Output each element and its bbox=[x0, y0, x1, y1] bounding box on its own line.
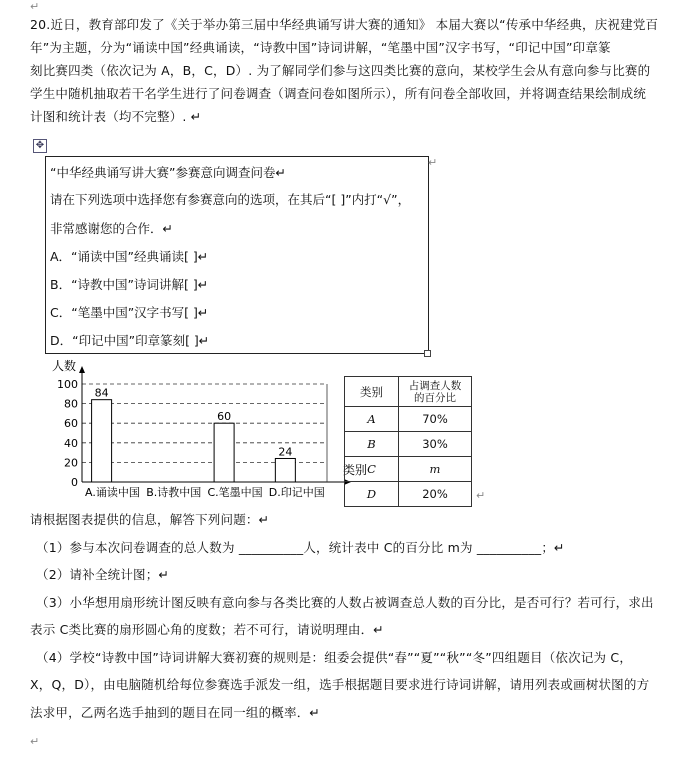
question-3-cont: 表示 C类比赛的扇形圆心角的度数；若不可行，请说明理由．↵ bbox=[30, 622, 384, 637]
table-row bbox=[345, 482, 472, 507]
bar bbox=[214, 423, 234, 482]
table-cell-category: C bbox=[345, 457, 399, 482]
y-tick-label: 80 bbox=[64, 397, 78, 411]
data-label: 84 bbox=[94, 386, 109, 400]
table-cell-category: B bbox=[345, 432, 399, 457]
y-tick-label: 20 bbox=[64, 456, 78, 470]
table-header-line: 占调查人数 bbox=[408, 379, 462, 392]
question-1: （1）参与本次问卷调查的总人数为 __________人，统计表中 C的百分比 m为 __________；↵ bbox=[36, 539, 565, 555]
problem-line: 计图和统计表（均不完整）. ↵ bbox=[30, 109, 202, 124]
bar-chart bbox=[42, 358, 368, 499]
question-4-cont: 法求甲，乙两名选手抽到的题目在同一组的概率．↵ bbox=[30, 704, 321, 720]
paragraph-mark: ↵ bbox=[30, 0, 40, 13]
x-tick-label: B.诗教中国 bbox=[146, 486, 202, 499]
table-row bbox=[345, 407, 472, 432]
table-cell-percent: 70% bbox=[399, 407, 472, 432]
survey-thanks: 非常感谢您的合作．↵ bbox=[50, 221, 173, 236]
survey-box bbox=[45, 156, 429, 354]
paragraph-mark: ↵ bbox=[428, 156, 438, 169]
survey-option-d: D．“印记中国”印章篆刻[ ]↵ bbox=[50, 333, 210, 348]
table-cell-percent: 30% bbox=[399, 432, 472, 457]
resize-handle[interactable] bbox=[424, 350, 431, 357]
data-label: 24 bbox=[278, 445, 293, 459]
table-row bbox=[345, 457, 472, 482]
survey-title: “中华经典诵写讲大赛”参赛意向调查问卷↵ bbox=[50, 165, 286, 180]
x-axis-label: 类别 bbox=[343, 463, 368, 477]
question-4-cont: X，Q，D），由电脑随机给每位参赛选手派发一组，选手根据题目要求进行诗词讲解，请用列表或画树状图的方 bbox=[30, 677, 650, 692]
y-tick-label: 0 bbox=[71, 476, 78, 489]
table-header-category: 类别 bbox=[345, 377, 399, 407]
survey-instruction: 请在下列选项中选择您有参赛意向的选项，在其后“[ ]”内打“√”， bbox=[50, 192, 411, 207]
problem-line: 刻比赛四类（依次记为 A，B，C，D）. 为了解同学们参与这四类比赛的意向，某校学生会从有意向参与比赛的 bbox=[30, 63, 651, 78]
bar bbox=[275, 458, 295, 482]
problem-line: 20.近日，教育部印发了《关于举办第三届中华经典诵写讲大赛的通知》 本届大赛以“传承中华经典，庆祝建党百 bbox=[30, 17, 659, 32]
y-axis-arrow bbox=[79, 366, 85, 373]
y-tick-label: 40 bbox=[64, 436, 78, 450]
survey-option-c: C．“笔墨中国”汉字书写[ ]↵ bbox=[50, 305, 209, 320]
table-cell-percent: m bbox=[399, 457, 472, 482]
stat-table bbox=[344, 376, 472, 507]
question-2: （2）请补全统计图；↵ bbox=[36, 567, 170, 582]
move-anchor-icon[interactable]: ✥ bbox=[33, 139, 47, 153]
y-tick-label: 60 bbox=[64, 417, 78, 431]
question-3: （3）小华想用扇形统计图反映有意向参与各类比赛的人数占被调查总人数的百分比，是否可行？若可行，求出 bbox=[36, 594, 654, 610]
x-tick-label: C.笔墨中国 bbox=[207, 486, 263, 499]
table-header-line: 的百分比 bbox=[414, 391, 456, 404]
bar bbox=[92, 400, 112, 482]
table-cell-category: A bbox=[345, 407, 399, 432]
data-label: 60 bbox=[217, 410, 232, 424]
paragraph-mark: ↵ bbox=[30, 735, 40, 748]
question-4: （4）学校“诗教中国”诗词讲解大赛初赛的规则是：组委会提供“春”“夏”“秋”“冬”四组题目（依次记为 C， bbox=[36, 649, 633, 665]
survey-option-a: A．“诵读中国”经典诵读[ ]↵ bbox=[50, 249, 209, 264]
y-axis-label: 人数 bbox=[52, 359, 77, 373]
problem-line: 年”为主题，分为“诵读中国”经典诵读，“诗教中国”诗词讲解，“笔墨中国”汉字书写，“印记中国”印章篆 bbox=[30, 40, 611, 55]
paragraph-mark: ↵ bbox=[476, 489, 486, 502]
y-tick-label: 100 bbox=[57, 378, 78, 391]
x-tick-label: D.印记中国 bbox=[268, 486, 325, 499]
problem-text bbox=[30, 13, 666, 128]
table-cell-category: D bbox=[345, 482, 399, 507]
table-header-percent bbox=[399, 377, 472, 407]
x-tick-label: A.诵读中国 bbox=[85, 486, 140, 499]
survey-option-b: B．“诗教中国”诗词讲解[ ]↵ bbox=[50, 277, 209, 292]
table-cell-percent: 20% bbox=[399, 482, 472, 507]
problem-line: 学生中随机抽取若干名学生进行了问卷调查（调查问卷如图所示），所有问卷全部收回，并将调查结果绘制成统 bbox=[30, 86, 647, 101]
questions bbox=[30, 506, 666, 726]
table-row bbox=[345, 432, 472, 457]
questions-intro: 请根据图表提供的信息，解答下列问题：↵ bbox=[30, 512, 270, 527]
